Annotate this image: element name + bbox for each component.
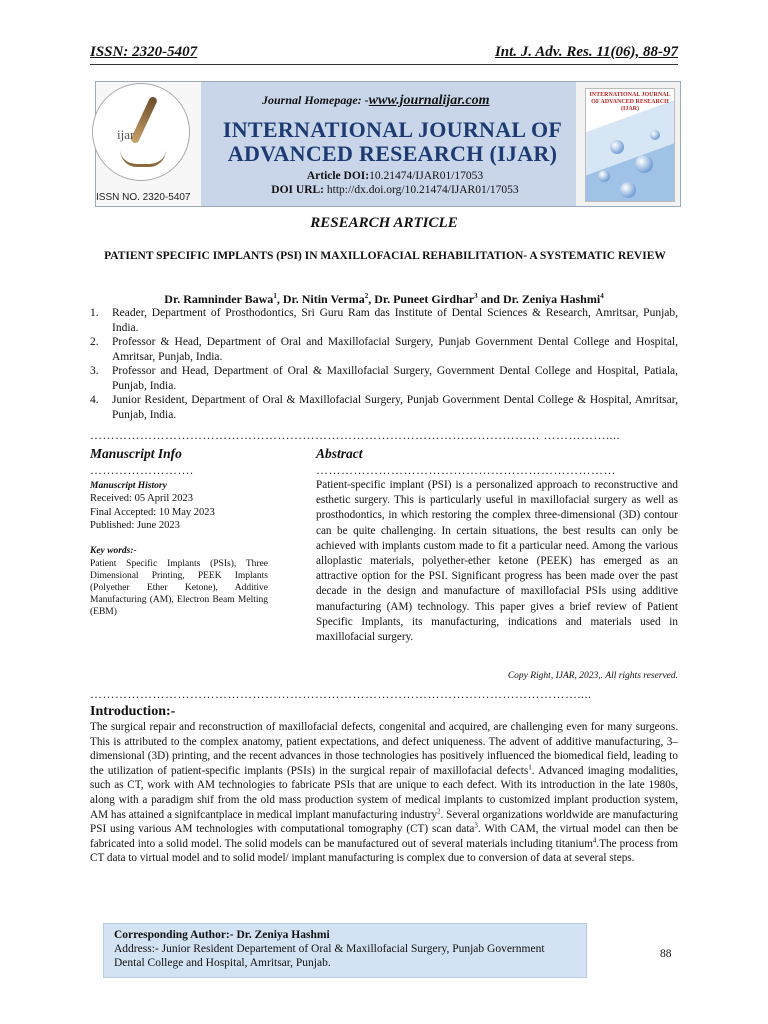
doi-url-link[interactable]: http://dx.doi.org/10.21474/IJAR01/17053 (326, 184, 519, 196)
doi-value: 10.21474/IJAR01/17053 (369, 170, 484, 182)
accepted-date: Final Accepted: 10 May 2023 (90, 506, 215, 518)
affiliation-number: 1. (90, 307, 99, 319)
molecule-icon (598, 170, 610, 182)
author-name: Dr. Puneet Girdhar (374, 292, 475, 306)
manuscript-info-heading: Manuscript Info (90, 446, 182, 461)
paper-title: PATIENT SPECIFIC IMPLANTS (PSI) IN MAXILLOFACIAL REHABILITATION- A SYSTEMATIC REVIEW (104, 250, 666, 262)
manuscript-dates (90, 492, 215, 533)
abstract-heading: Abstract (316, 446, 363, 461)
intro-text: .The process from CT data to virtual model and to solid model/ implant manufacturing is complex due to conversion of data at several steps. (90, 837, 678, 865)
intro-text: . Several organizations worldwide are manufacturing PSI using various AM technologies with computational tomography (CT) scan data (90, 808, 678, 836)
journal-title (220, 118, 565, 166)
introduction-paragraph (90, 720, 678, 866)
affiliation-number: 3. (90, 365, 99, 377)
affiliation-item (90, 393, 678, 422)
molecule-icon (650, 130, 660, 140)
author-name: Dr. Nitin Verma (282, 292, 365, 306)
affiliation-item (90, 364, 678, 393)
abstract-text: Patient-specific implant (PSI) is a personalized approach to reconstructive and esthetic surgery. This is particularly useful in maxillofacial surgery as well as prosthodontics, in which restoring the complex three-dimensional (3D) contour can be quite challenging. In certain situations, the best results can only be achieved with implants custom made to fit a particular need. Among the various alloplastic materials, polyether-ether ketone (PEEK) has emerged as an attractive option for the PSI. Significant progress has been made over the past decade in the design and manufacture of maxillofacial PSIs using additive manufacturing (AM) technology. This paper gives a brief review of Patient Specific Implants, its manufacturing, indications and materials used in maxillofacial surgery. (316, 479, 678, 644)
author-sup: 4 (600, 292, 604, 300)
copyright-text: Copy Right, IJAR, 2023,. All rights reserved. (507, 671, 678, 681)
author-sup: 3 (474, 292, 478, 300)
journal-homepage (262, 93, 490, 109)
manuscript-divider: ……………………. (90, 463, 194, 477)
citation-sup: 2 (437, 806, 441, 815)
abstract-divider: ……………………………………………………………… (316, 463, 616, 477)
section-divider: ……………………………………………………………………………………………… …………….... (90, 428, 620, 442)
journal-title-line1: INTERNATIONAL JOURNAL OF (222, 117, 563, 142)
logo-text: ijar (117, 127, 135, 142)
author-name: Dr. Zeniya Hashmi (502, 292, 601, 306)
header-rule (90, 64, 678, 65)
affiliation-list (90, 306, 678, 422)
intro-text: The surgical repair and reconstruction of maxillofacial defects, congenital and acquired, are challenging even for many surgeons. This is attributed to the complex anatomy, patient expectations, and defect uniqueness. The advent of additive manufacturing, 3–dimensional (3D) printing, and the recent advances in those technologies has positively influenced the biomedical field, leading to the utilization of patient-specific implants (PSIs) in the surgical repair of maxillofacial defects (90, 721, 678, 777)
corresponding-address: Address:- Junior Resident Departement of Oral & Maxillofacial Surgery, Punjab Government Dental College and Hospital, Amritsar, Punjab. (114, 943, 545, 969)
received-date: Received: 05 April 2023 (90, 493, 193, 504)
intro-text: . With CAM, the virtual model can then be fabricated into a solid model. The solid models can be manufactured out of several materials including titanium (90, 823, 678, 850)
citation-text: Int. J. Adv. Res. 11(06), 88-97 (494, 44, 678, 60)
manuscript-history-heading: Manuscript History (90, 481, 167, 491)
author-sup: 2 (364, 292, 369, 300)
cover-title: INTERNATIONAL JOURNAL OF ADVANCED RESEARCH (IJAR) (589, 92, 671, 112)
article-type: RESEARCH ARTICLE (310, 215, 458, 231)
molecule-icon (635, 155, 653, 173)
doi-block (200, 169, 590, 197)
published-date: Published: June 2023 (90, 520, 180, 531)
affiliation-text: Professor and Head, Department of Oral & Maxillofacial Surgery, Government Dental College and Hospital, Patiala, Punjab, India. (112, 365, 678, 392)
molecule-icon (610, 140, 624, 154)
doi-label: Article DOI: (306, 170, 370, 182)
affiliation-item (90, 335, 678, 364)
logo-issn: ISSN NO. 2320-5407 (96, 192, 191, 203)
journal-title-line2: ADVANCED RESEARCH (IJAR) (227, 141, 558, 166)
affiliation-number: 4. (90, 394, 99, 406)
author-sup: 1 (273, 292, 277, 300)
affiliation-text: Reader, Department of Prosthodontics, Sri Guru Ram das Institute of Dental Sciences & Research, Amritsar, Punjab, India. (112, 307, 678, 334)
page-number: 88 (660, 948, 672, 960)
corresponding-author-box (103, 923, 587, 978)
author-sep: , (276, 292, 283, 306)
homepage-link[interactable]: www.journalijar.com (368, 93, 490, 108)
doi-url-label: DOI URL: (271, 184, 325, 196)
affiliation-number: 2. (90, 336, 99, 348)
author-list (90, 292, 678, 307)
keywords-text: Patient Specific Implants (PSIs), Three Dimensional Printing, PEEK Implants (Polyether Ether Ketone), Additive Manufacturing (AM), Electron Beam Melting (EBM) (90, 559, 268, 617)
affiliation-text: Professor & Head, Department of Oral and Maxillofacial Surgery, Punjab Government Dental College and Hospital, Amritsar, Punjab, India. (112, 336, 678, 363)
author-sep: and (477, 292, 503, 306)
affiliation-text: Junior Resident, Department of Oral & Maxillofacial Surgery, Punjab Government Dental College & Hospital, Amritsar, Punjab, India. (112, 394, 678, 421)
author-name: Dr. Ramninder Bawa (164, 292, 274, 306)
homepage-label: Journal Homepage: - (262, 93, 369, 107)
citation-sup: 3 (474, 821, 478, 830)
running-header (90, 44, 678, 61)
corresponding-author-heading: Corresponding Author:- Dr. Zeniya Hashmi (114, 929, 330, 941)
introduction-heading: Introduction:- (90, 704, 176, 719)
molecule-icon (620, 182, 636, 198)
author-sep: , (368, 292, 375, 306)
section-divider: ……………………………………………………………………………………………………….... (90, 687, 592, 701)
intro-text: . Advanced imaging modalities, such as CT, work with AM technologies to fabricate PSIs that are unique to each defect. With its introduction in the late 1980s, along with a paradigm shif from the old mass production system of medical implants to customized implant production system, AM has attained a signifcantplace in medical implant manufacturing industry (90, 764, 678, 821)
keywords-heading: Key words:- (90, 546, 137, 556)
citation-sup: 1 (528, 763, 532, 772)
citation-sup: 4 (592, 836, 597, 845)
issn-text: ISSN: 2320-5407 (90, 44, 198, 60)
affiliation-item (90, 306, 678, 335)
